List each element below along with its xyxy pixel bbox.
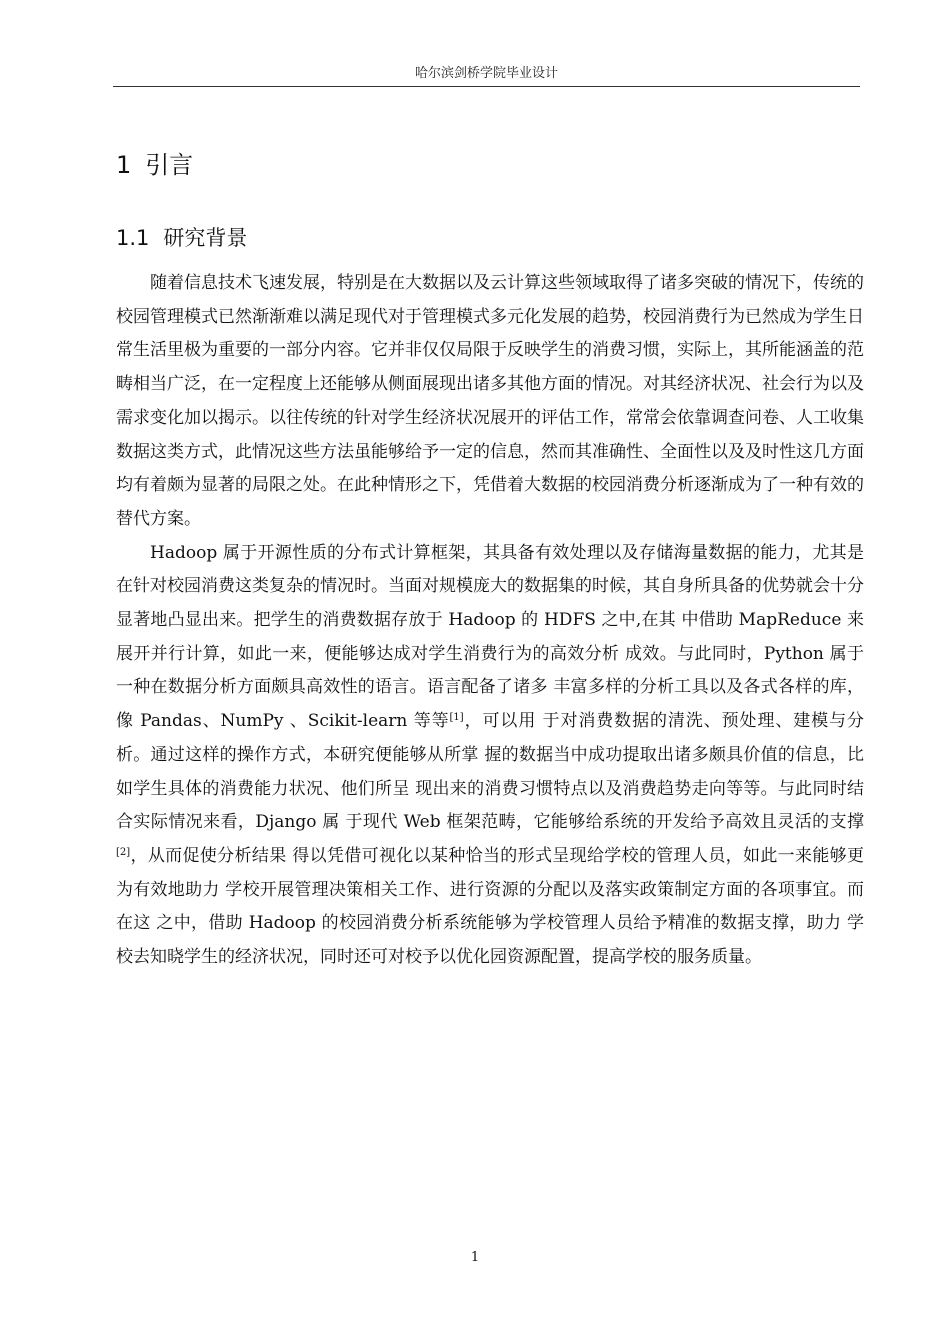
citation-2: [2] bbox=[116, 846, 131, 858]
citation-1: [1] bbox=[449, 712, 464, 724]
paragraph-1: 随着信息技术飞速发展，特别是在大数据以及云计算这些领域取得了诸多突破的情况下，传统的校园管理模式已然渐渐难以满足现代对于管理模式多元化发展的趋势，校园消费行为已然成为学生日常生活里极为重要的一部分内容。它并非仅仅局限于反映学生的消费习惯，实际上，其所能涵盖的范畴相当广泛，在一定程度上还能够从侧面展现出诸多其他方面的情况。对其经济状况、社会行为以及需求变化加以揭示。以往传统的针对学生经济状况展开的评估工作，常常会依靠调查问卷、人工收集数据这类方式，此情况这些方法虽能够给予一定的信息，然而其准确性、全面性以及及时性这几方面均有着颇为显著的局限之处。在此种情形之下，凭借着大数据的校园消费分析逐渐成为了一种有效的替代方案。 bbox=[116, 273, 864, 529]
paragraph-2-part-3: ，从而促使分析结果 得以凭借可视化以某种恰当的形式呈现给学校的管理人员，如此一来能够更为有效地助力 学校开展管理决策相关工作、进行资源的分配以及落实政策制定方面的各项事宜。而在这 之中，借助 Hadoop 的校园消费分析系统能够为学校管理人员给予精准的数据支撑，助力 学校去知晓学生的经济状况，同时还可对校予以优化园资源配置，提高学校的服务质量。 bbox=[116, 845, 864, 968]
paragraph-2-part-2: ，可以用 于对消费数据的清洗、预处理、建模与分析。通过这样的操作方式，本研究便能够从所掌 握的数据当中成功提取出诸多颇具价值的信息，比如学生具体的消费能力状况、他们所呈 现出来的消费习惯特点以及消费趋势走向等等。与此同时结合实际情况来看，Django 属 于现代 Web 框架范畴，它能够给系统的开发给予高效且灵活的支撑 bbox=[116, 711, 865, 833]
body-text bbox=[116, 267, 864, 975]
paragraph-2-part-1: Hadoop 属于开源性质的分布式计算框架，其具备有效处理以及存储海量数据的能力，尤其是在针对校园消费这类复杂的情况时。当面对规模庞大的数据集的时候，其自身所具备的优势就会十分显著地凸显出来。把学生的消费数据存放于 Hadoop 的 HDFS 之中,在其 中借助 MapReduce 来展开并行计算，如此一来，便能够达成对学生消费行为的高效分析 成效。与此同时，Python 属于一种在数据分析方面颇具高效性的语言。语言配备了诸多 丰富多样的分析工具以及各式各样的库，像 Pandas、NumPy 、Scikit-learn 等等 bbox=[116, 542, 864, 732]
chapter-heading bbox=[116, 148, 193, 182]
page-number: 1 bbox=[470, 1250, 480, 1265]
section-title: 研究背景 bbox=[163, 226, 248, 250]
header-divider bbox=[113, 86, 860, 87]
section-number: 1.1 bbox=[116, 226, 150, 250]
section-heading bbox=[116, 222, 247, 254]
page-header: 哈尔滨剑桥学院毕业设计 bbox=[414, 66, 558, 81]
chapter-title: 引言 bbox=[145, 151, 194, 179]
paragraph-2 bbox=[116, 537, 864, 975]
chapter-number: 1 bbox=[116, 151, 132, 179]
